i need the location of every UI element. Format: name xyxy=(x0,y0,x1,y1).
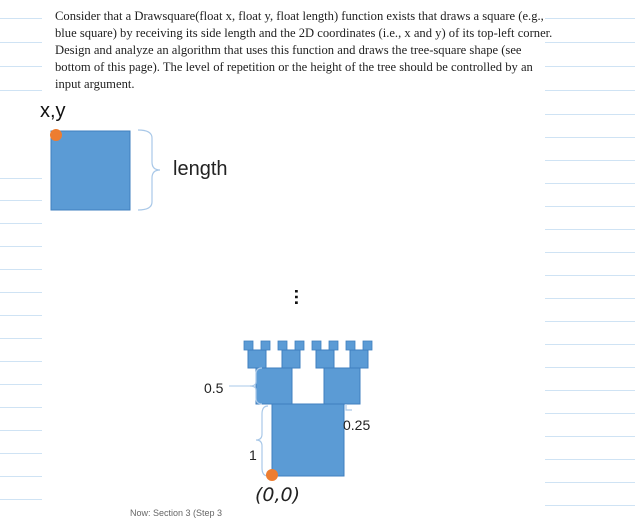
level4-square xyxy=(295,341,304,350)
level4-square xyxy=(261,341,270,350)
problem-statement: Consider that a Drawsquare(float x, float y, float length) function exists that draws a square (e.g., blue square) by receiving its side length and the 2D coordinates (i.e., x and y) of its top-left corner. Design and analyze an algorithm that uses this function and draws the tree-square shape (see bottom of this page). The level of repetition or the height of the tree should be controlled by an input argument. xyxy=(55,9,553,91)
trunk-square xyxy=(272,404,344,476)
level3-square xyxy=(282,350,300,368)
continuation-ellipsis: … xyxy=(291,288,311,306)
level4-square xyxy=(363,341,372,350)
unit-length-label: 1 xyxy=(249,447,257,463)
level2-right-square xyxy=(324,368,360,404)
length-brace xyxy=(138,130,160,210)
footer-text: Now: Section 3 (Step 3 xyxy=(130,508,223,518)
level4-square xyxy=(278,341,287,350)
example-square xyxy=(51,131,130,210)
level3-square xyxy=(248,350,266,368)
level3-square xyxy=(350,350,368,368)
origin-dot xyxy=(266,469,278,481)
half-length-label: 0.5 xyxy=(204,380,224,396)
xy-coordinate-label: x,y xyxy=(40,100,66,122)
quarter-mark xyxy=(346,404,352,410)
level2-left-square xyxy=(256,368,292,404)
level4-square xyxy=(346,341,355,350)
level4-square xyxy=(244,341,253,350)
level4-square xyxy=(312,341,321,350)
level4-square xyxy=(329,341,338,350)
one-brace xyxy=(256,406,268,476)
origin-label: (0,0) xyxy=(255,484,301,506)
length-label: length xyxy=(173,158,228,180)
level3-square xyxy=(316,350,334,368)
quarter-length-label: 0.25 xyxy=(343,417,371,433)
top-left-corner-dot xyxy=(50,129,62,141)
